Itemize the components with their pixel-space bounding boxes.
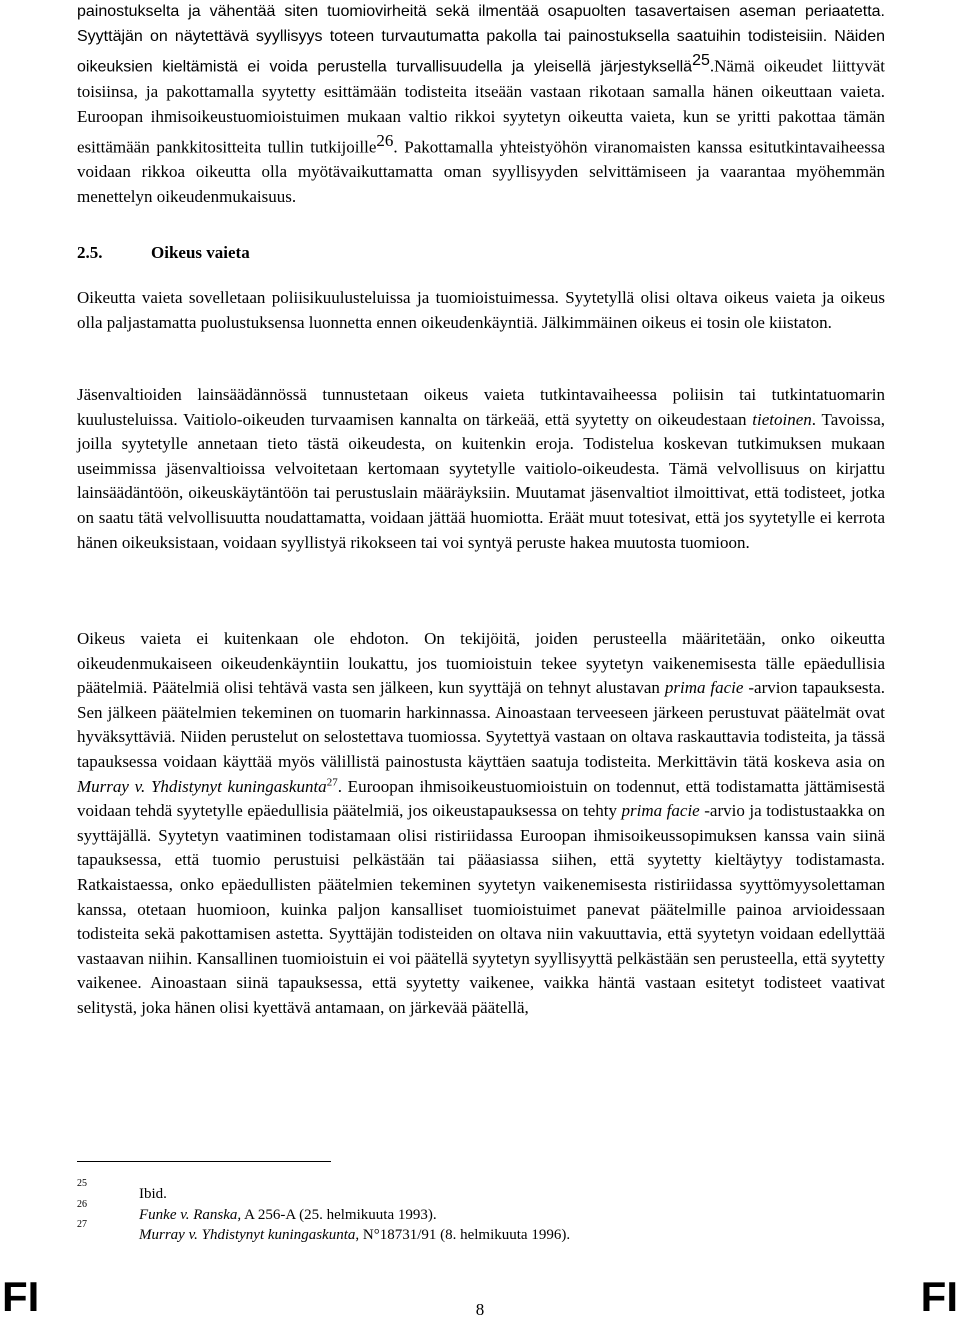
section-title: Oikeus vaieta xyxy=(151,243,250,262)
footnote-divider xyxy=(77,1161,331,1162)
footer-language-left: FI xyxy=(2,1273,40,1320)
section-heading xyxy=(77,243,250,263)
footnote-text: Ibid. xyxy=(139,1186,167,1202)
case-name: Murray v. Yhdistynyt kuningaskunta xyxy=(77,776,327,796)
paragraph-text: Jäsenvaltioiden lainsäädännössä tunnustetaan oikeus vaieta tutkintavaiheessa poliisin tai tutkintatuomarin kuulusteluissa. Vaitiolo-oikeuden turvaamisen kannalta on tärkeää, että syytetty on oikeudestaan xyxy=(77,385,885,429)
footnote-mark: 25 xyxy=(77,1178,87,1189)
paragraph-text: painostukselta ja vähentää siten tuomiovirheitä sekä ilmentää osapuolten tasavertaisen aseman periaatetta. Syyttäjän on näytettävä syyllisyys toteen turvautumatta pakolla tai painostuksella saatuihin todisteisiin. Näiden oikeuksien kieltämistä ei voida perustella turvallisuudella ja yleisellä järjestyksellä xyxy=(77,3,885,76)
paragraph-text: . Euroopan ihmisoikeustuomioistuin on todennut, että todistamatta jättämisestä voidaan tehdä syytetylle epäedullisia päätelmiä, jos oikeustapauksessa on tehty xyxy=(77,776,885,821)
paragraph xyxy=(77,286,885,335)
footnote-text: Funke v. Ranska, A 256-A (25. helmikuuta 1993). xyxy=(139,1207,437,1223)
italic-term: tietoinen xyxy=(752,409,812,429)
italic-term: prima facie xyxy=(621,801,700,821)
page-number: 8 xyxy=(475,1300,485,1319)
italic-term: prima facie xyxy=(664,678,744,698)
footnote-mark: 26 xyxy=(77,1199,87,1210)
paragraph xyxy=(77,627,885,1021)
paragraph-text: . Tavoissa, joilla syytetylle annetaan tieto tästä oikeudesta, on kuitenkin eroja. Todistelua koskevan tutkimuksen mukaan useimmissa jäsenvaltioissa velvoitetaan kertomaan syytetylle vaitiolo-oikeudesta. Tämä velvollisuus on kirjattu lainsäädäntöön, oikeuskäytäntöön tai perustuslain määräyksiin. Muutamat jäsenvaltiot ilmoittivat, että todisteet, jotka on saatu tätä velvollisuutta noudattamatta, voidaan jättää huomiotta. Eräät muut totesivat, että jos syytetylle ei kerrota hänen oikeuksistaan, voidaan syyllistyä rikokseen tai voi syntyä peruste hakea muutosta tuomioon. xyxy=(77,409,886,552)
paragraph-text: -arvion tapauksesta. Sen jälkeen päätelmien tekeminen on tuomarin harkinnassa. Ainoastaan terveeseen järkeen perustuvat päätelmät ovat hyväksyttäviä. Niiden perustelut on selostettava tuomiossa. Syytettyä vastaan on oltava raskauttavia todisteita, ja tässä tapauksessa voidaan käyttää myös välillistä painostusta käyttäen saatuja todisteita. Merkittävin tätä koskeva asia on xyxy=(77,678,886,771)
opening-paragraph xyxy=(77,0,885,209)
footer-language-right: FI xyxy=(920,1273,958,1320)
paragraph-text: -arvio ja todistustaakka on syyttäjällä. Syytetyn vaatiminen todistamaan olisi ristiriidassa Euroopan ihmisoikeussopimuksen kanssa vain siinä tapauksessa, että tuomio perustuisi pelkästään tai pääasiassa siihen, että syytetty kieltäytyy todistamasta. Ratkaistaessa, onko epäedullisten päätelmien tekeminen syytetyn vaikenemisesta ristiriidassa syyttömyysolettaman kanssa, otetaan huomioon, kuinka paljon kansalliset tuomioistuimet panevat päätelmille painoa arvioidessaan todisteita sekä pakottamisen astetta. Syyttäjän todisteiden on oltava niin vakuuttavia, että syytetyn voidaan edellyttää vastaavan niihin. Kansallinen tuomioistuin ei voi päätellä syytetyn syyllisyyttä pelkästään sen perusteella, että syytetty vaikenee. Ainoastaan siinä tapauksessa, että syytetty vaikenee, vaikka häntä vastaan esitetyt todisteet vaativat selitystä, joka hänen olisi kyettävä antamaan, on järkevää päätellä, xyxy=(77,801,885,1017)
footnote-ref-27[interactable]: 27 xyxy=(326,775,338,788)
paragraph-text: Oikeutta vaieta sovelletaan poliisikuulusteluissa ja tuomioistuimessa. Syytetyllä olisi oltava oikeus vaieta ja oikeus olla paljastamatta puolustuksensa luonnetta ennen oikeudenkäyntiä. Jälkimmäinen oikeus ei tosin ole kiistaton. xyxy=(77,288,885,332)
paragraph xyxy=(77,383,885,555)
paragraph-text: .Nämä oikeudet liittyvät toisiinsa, ja pakottamalla syytetty esittämään todisteita itseään vastaan rikotaan samalla hänen oikeuttaan vaieta. Euroopan ihmisoikeustuomioistuimen mukaan valtio rikkoi syytetyn oikeutta vaieta, kun se yritti pakottaa tämän esittämään pankkitositteita tullin tutkijoille xyxy=(77,56,886,157)
footnote-text: Murray v. Yhdistynyt kuningaskunta, N°18731/91 (8. helmikuuta 1996). xyxy=(139,1227,571,1243)
paragraph-text: Oikeus vaieta ei kuitenkaan ole ehdoton. On tekijöitä, joiden perusteella määritetään, onko oikeutta oikeudenmukaiseen oikeudenkäyntiin loukattu, jos tuomioistuin tekee syytetyn vaikenemisesta tälle epäedullisia päätelmiä. Päätelmiä olisi tehtävä vasta sen jälkeen, kun syyttäjä on tehnyt alustavan xyxy=(77,629,885,698)
footnote-mark: 27 xyxy=(77,1219,87,1230)
paragraph-text: . Pakottamalla yhteistyöhön viranomaisten kanssa esitutkintavaiheessa voidaan rikkoa oikeutta olla myötävaikuttamatta oman syyllisyyden selvittämiseen ja vaarantaa myöhemmän menettelyn oikeudenmukaisuus. xyxy=(77,137,885,206)
footnote-ref-26[interactable]: 26 xyxy=(376,131,394,151)
footnote-ref-25[interactable]: 25 xyxy=(692,52,710,70)
section-number: 2.5. xyxy=(77,243,103,262)
